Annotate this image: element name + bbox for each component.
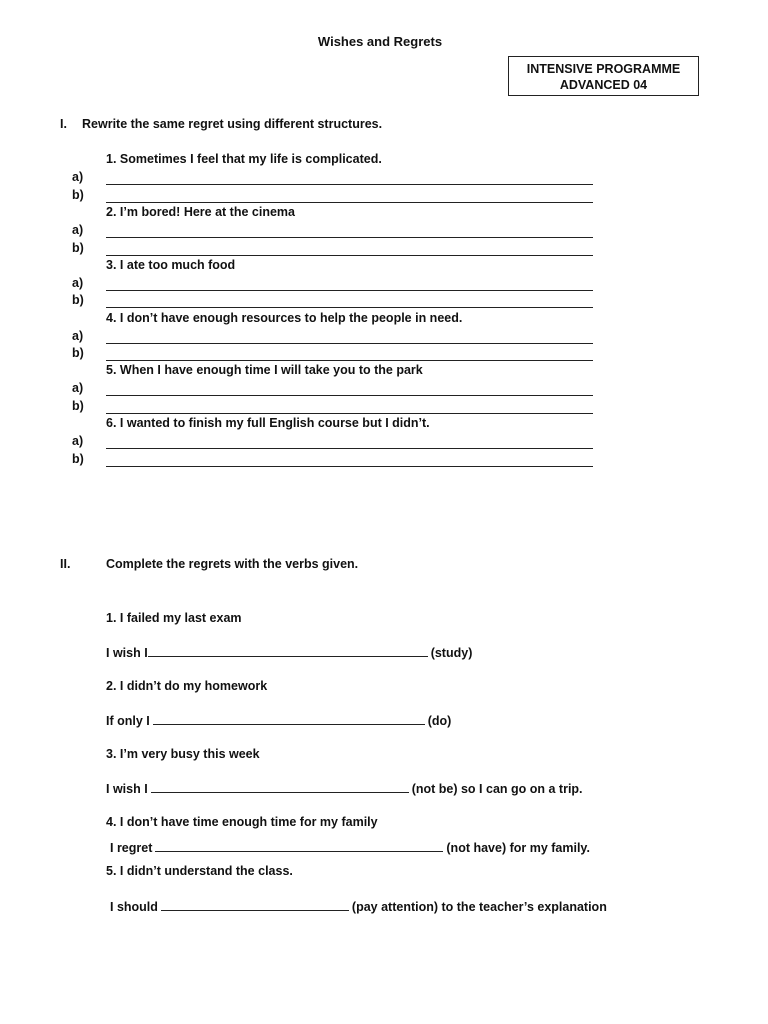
- item-text: I ate too much food: [119, 258, 236, 272]
- sentence-start: I wish I: [106, 782, 148, 796]
- exercise-1-item-4: [106, 311, 462, 325]
- answer-line-3b[interactable]: [106, 307, 593, 308]
- verb-hint: (do): [427, 714, 452, 728]
- item-text: I wanted to finish my full English course but I didn’t.: [119, 416, 430, 430]
- item-number: 1.: [106, 611, 117, 625]
- verb-hint: (pay attention) to the teacher’s explanation: [351, 900, 607, 914]
- exercise-1-item-1: [106, 152, 382, 166]
- answer-line-1b[interactable]: [106, 202, 593, 203]
- exercise-2-sentence-2: [106, 713, 451, 728]
- exercise-1-item-6: [106, 416, 430, 430]
- exercise-1-item-2: [106, 205, 295, 219]
- item-text: I failed my last exam: [119, 611, 242, 625]
- item-number: 3.: [106, 747, 117, 761]
- item-number: 4.: [106, 815, 117, 829]
- item-number: 5.: [106, 363, 117, 377]
- section-2-instruction: Complete the regrets with the verbs given.: [106, 557, 359, 571]
- item-number: 6.: [106, 416, 117, 430]
- item-text: Sometimes I feel that my life is complicated.: [119, 152, 382, 166]
- item-text: I’m very busy this week: [119, 747, 260, 761]
- item-text: When I have enough time I will take you to the park: [119, 363, 423, 377]
- option-a-label: a): [72, 276, 84, 290]
- option-b-label: b): [72, 188, 84, 202]
- answer-line-1a[interactable]: [106, 184, 593, 185]
- option-a-label: a): [72, 381, 84, 395]
- item-text: I didn’t do my homework: [119, 679, 268, 693]
- exercise-2-prompt-1: [106, 611, 242, 625]
- item-number: 4.: [106, 311, 117, 325]
- exercise-2-sentence-5: [110, 899, 607, 914]
- answer-line-3a[interactable]: [106, 290, 593, 291]
- item-number: 5.: [106, 864, 117, 878]
- answer-line-2b[interactable]: [106, 255, 593, 256]
- item-number: 1.: [106, 152, 117, 166]
- option-a-label: a): [72, 223, 84, 237]
- sentence-start: If only I: [106, 714, 150, 728]
- exercise-1-item-5: [106, 363, 423, 377]
- answer-line-6a[interactable]: [106, 448, 593, 449]
- exercise-1-item-3: [106, 258, 235, 272]
- item-text: I didn’t understand the class.: [119, 864, 293, 878]
- exercise-2-prompt-3: [106, 747, 260, 761]
- option-a-label: a): [72, 329, 84, 343]
- section-1-numeral: I.: [60, 117, 67, 131]
- sentence-start: I should: [110, 900, 158, 914]
- answer-line-6b[interactable]: [106, 466, 593, 467]
- option-a-label: a): [72, 434, 84, 448]
- item-text: I don’t have enough resources to help the people in need.: [119, 311, 463, 325]
- answer-line-4b[interactable]: [106, 360, 593, 361]
- fill-in-blank-1[interactable]: [148, 645, 428, 657]
- programme-box: [508, 56, 699, 96]
- answer-line-2a[interactable]: [106, 237, 593, 238]
- option-b-label: b): [72, 241, 84, 255]
- exercise-2-prompt-2: [106, 679, 267, 693]
- item-text: I don’t have time enough time for my family: [119, 815, 378, 829]
- section-2-numeral: II.: [60, 557, 71, 571]
- option-b-label: b): [72, 399, 84, 413]
- verb-hint: (study): [430, 646, 473, 660]
- programme-name: INTENSIVE PROGRAMME: [526, 62, 681, 76]
- item-text: I’m bored! Here at the cinema: [119, 205, 295, 219]
- item-number: 2.: [106, 205, 117, 219]
- programme-level: ADVANCED 04: [559, 78, 648, 92]
- item-number: 3.: [106, 258, 117, 272]
- exercise-2-prompt-4: [106, 815, 378, 829]
- answer-line-4a[interactable]: [106, 343, 593, 344]
- exercise-2-sentence-3: [106, 781, 583, 796]
- exercise-2-prompt-5: [106, 864, 293, 878]
- option-b-label: b): [72, 452, 84, 466]
- fill-in-blank-5[interactable]: [161, 899, 349, 911]
- answer-line-5b[interactable]: [106, 413, 593, 414]
- exercise-2-sentence-1: [106, 645, 472, 660]
- exercise-2-sentence-4: [110, 840, 590, 855]
- answer-line-5a[interactable]: [106, 395, 593, 396]
- option-b-label: b): [72, 346, 84, 360]
- page-title: Wishes and Regrets: [317, 34, 443, 49]
- sentence-start: I regret: [110, 841, 153, 855]
- verb-hint: (not be) so I can go on a trip.: [411, 782, 583, 796]
- option-b-label: b): [72, 293, 84, 307]
- fill-in-blank-4[interactable]: [155, 840, 443, 852]
- fill-in-blank-3[interactable]: [151, 781, 409, 793]
- verb-hint: (not have) for my family.: [446, 841, 590, 855]
- sentence-start: I wish I: [106, 646, 148, 660]
- section-1-instruction: Rewrite the same regret using different structures.: [82, 117, 383, 131]
- fill-in-blank-2[interactable]: [153, 713, 425, 725]
- option-a-label: a): [72, 170, 84, 184]
- item-number: 2.: [106, 679, 117, 693]
